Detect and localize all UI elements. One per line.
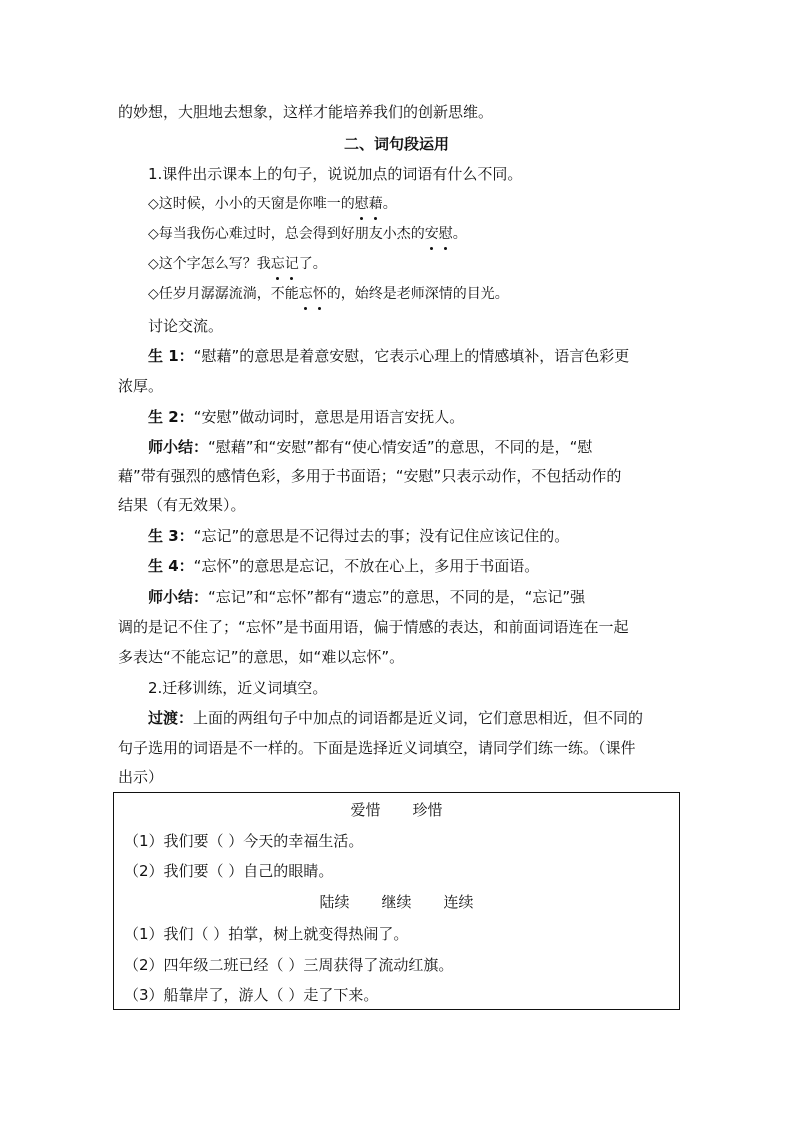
word-option: 继续 — [381, 893, 412, 911]
exercise-item: （1）我们（ ）拍掌，树上就变得热闹了。 — [124, 925, 409, 943]
dotted-char: 慰 — [439, 223, 453, 245]
answer-text: “忘怀”的意思是忘记，不放在心上，多用于书面语。 — [193, 557, 540, 575]
teacher-summary-2-cont: 调的是记不住了；“忘怀”是书面用语，偏于情感的表达，和前面词语连在一起 — [118, 618, 629, 636]
word-group-2 — [114, 891, 679, 913]
sentence-text: 。 — [452, 226, 467, 242]
exercise-box — [113, 792, 680, 1010]
teacher-summary-1-cont: 结果（有无效果）。 — [118, 496, 246, 514]
word-option: 珍惜 — [412, 801, 443, 819]
summary-text: “忘记”和“忘怀”都有“遗忘”的意思，不同的是，“忘记”强 — [208, 588, 586, 606]
student-2-answer — [148, 406, 464, 428]
teacher-summary-1 — [148, 436, 592, 458]
student-1-answer-cont: 浓厚。 — [118, 377, 164, 395]
teacher-summary-2 — [148, 586, 585, 608]
dotted-char: 怀 — [313, 283, 327, 305]
exercise-item: （3）船靠岸了，游人（ ）走了下来。 — [124, 986, 379, 1004]
speaker-label: 师小结： — [148, 588, 209, 606]
student-1-answer — [148, 345, 629, 367]
transition-paragraph-cont: 出示） — [118, 768, 164, 786]
transition-text: 上面的两组句子中加点的词语都是近义词，它们意思相近，但不同的 — [193, 709, 644, 727]
item-1-instruction: 1.课件出示课本上的句子，说说加点的词语有什么不同。 — [148, 165, 523, 183]
dotted-char: 记 — [285, 253, 299, 275]
summary-text: “慰藉”和“安慰”都有“使心情安适”的意思，不同的是，“慰 — [208, 438, 593, 456]
speaker-label: 生 1： — [148, 347, 194, 365]
dotted-char: 藉 — [369, 193, 383, 215]
dotted-char: 安 — [425, 223, 439, 245]
speaker-label: 生 3： — [148, 527, 194, 545]
item-2-instruction: 2.迁移训练，近义词填空。 — [148, 679, 328, 697]
student-3-answer — [148, 525, 569, 547]
speaker-label: 生 4： — [148, 557, 194, 575]
word-option: 连续 — [443, 893, 474, 911]
transition-paragraph-cont: 句子选用的词语是不一样的。下面是选择近义词填空，请同学们练一练。（课件 — [118, 739, 636, 757]
word-group-1 — [114, 799, 679, 821]
sentence-text: 的，始终是老师深情的目光。 — [326, 286, 509, 302]
example-sentence-4 — [148, 283, 509, 305]
example-sentence-2 — [148, 223, 467, 245]
exercise-item: （1）我们要（ ）今天的幸福生活。 — [124, 832, 364, 850]
sentence-text: 了。 — [298, 256, 327, 272]
dotted-char: 慰 — [355, 193, 369, 215]
teacher-summary-1-cont: 藉”带有强烈的感情色彩，多用于书面语；“安慰”只表示动作，不包括动作的 — [118, 467, 622, 485]
dotted-char: 忘 — [299, 283, 313, 305]
example-sentence-3 — [148, 253, 327, 275]
word-option: 爱惜 — [350, 801, 381, 819]
discussion-line: 讨论交流。 — [148, 317, 224, 335]
teacher-summary-2-cont: 多表达“不能忘记”的意思，如“难以忘怀”。 — [118, 648, 405, 666]
example-sentence-1 — [148, 193, 397, 215]
sentence-text: ◇每当我伤心难过时，总会得到好朋友小杰的 — [148, 226, 425, 242]
speaker-label: 过渡： — [148, 709, 194, 727]
sentence-text: ◇这时候，小小的天窗是你唯一的 — [148, 196, 355, 212]
exercise-item: （2）四年级二班已经（ ）三周获得了流动红旗。 — [124, 956, 454, 974]
sentence-text: 。 — [382, 196, 397, 212]
section-heading: 二、词句段运用 — [343, 135, 449, 153]
transition-paragraph — [148, 707, 643, 729]
answer-text: “安慰”做动词时，意思是用语言安抚人。 — [193, 408, 465, 426]
speaker-label: 生 2： — [148, 408, 194, 426]
answer-text: “慰藉”的意思是着意安慰，它表示心理上的情感填补，语言色彩更 — [193, 347, 630, 365]
speaker-label: 师小结： — [148, 438, 209, 456]
exercise-item: （2）我们要（ ）自己的眼睛。 — [124, 862, 334, 880]
student-4-answer — [148, 555, 539, 577]
sentence-text: ◇这个字怎么写？我 — [148, 256, 271, 272]
word-option: 陆续 — [319, 893, 350, 911]
paragraph-continuation: 的妙想，大胆地去想象，这样才能培养我们的创新思维。 — [118, 103, 494, 121]
answer-text: “忘记”的意思是不记得过去的事；没有记住应该记住的。 — [193, 527, 570, 545]
dotted-char: 忘 — [271, 253, 285, 275]
sentence-text: ◇任岁月潺潺流淌，不能 — [148, 286, 299, 302]
